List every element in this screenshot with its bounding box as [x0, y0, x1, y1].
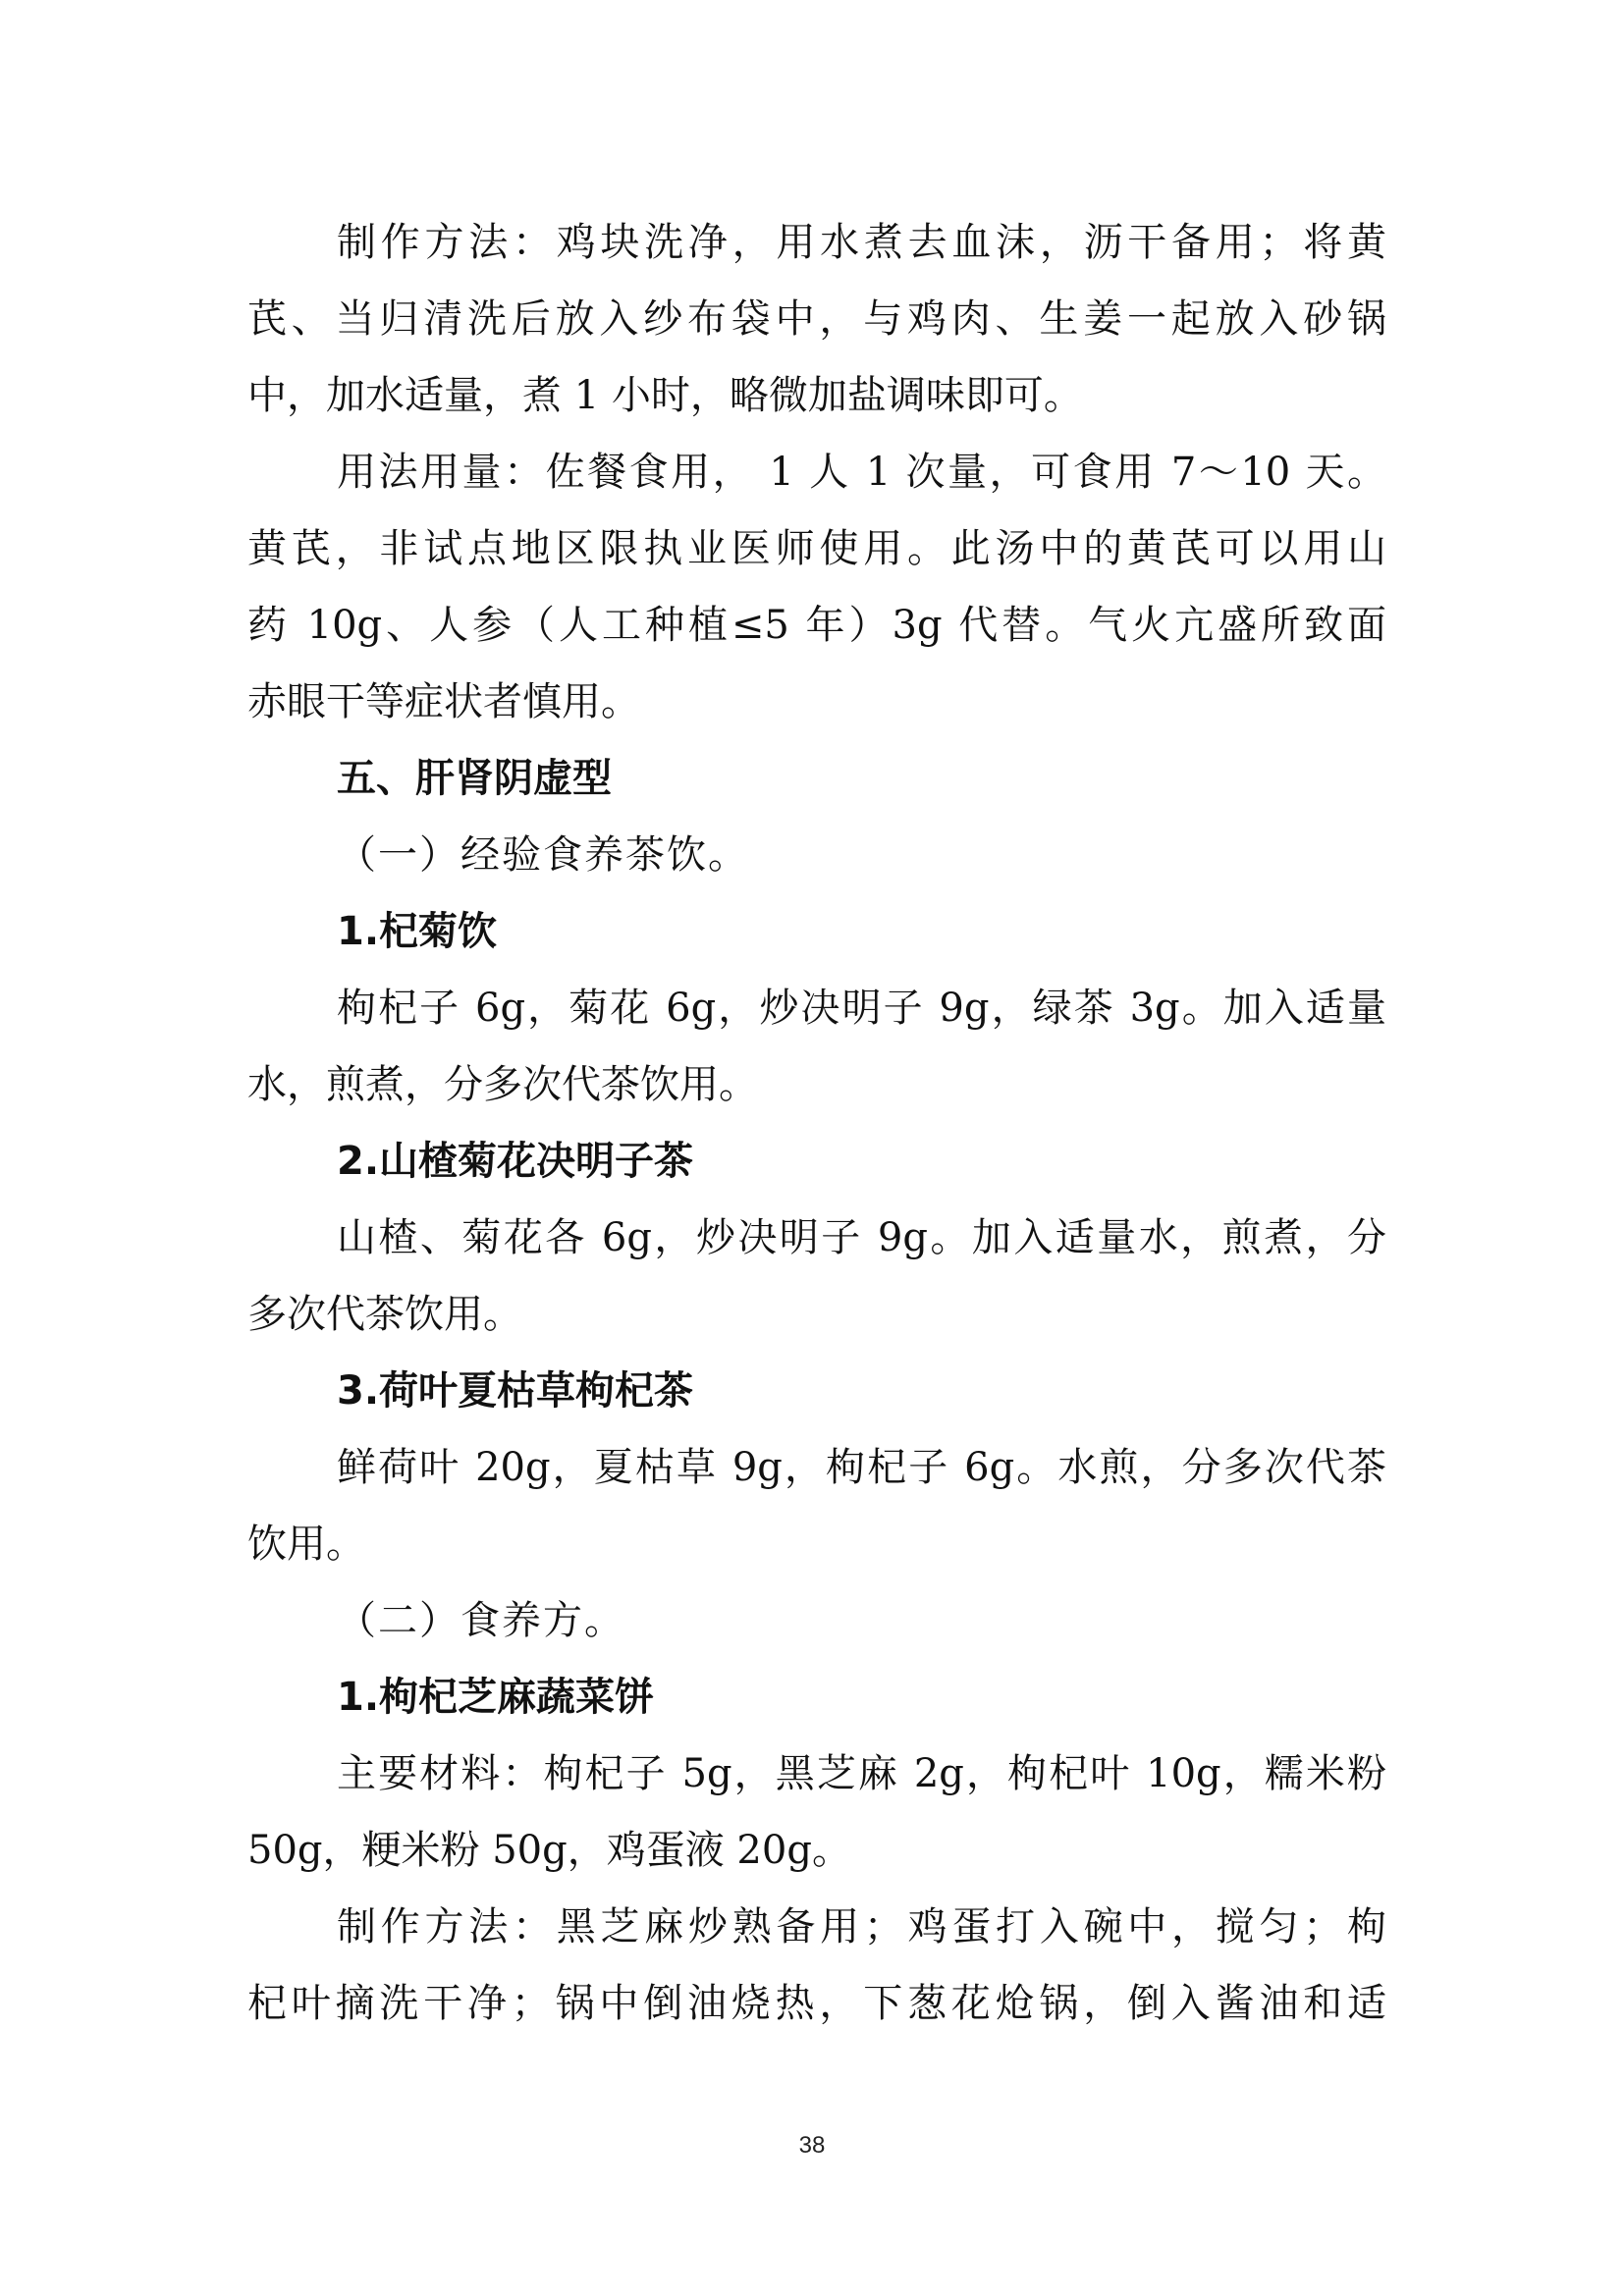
page-number: 38: [798, 2132, 826, 2159]
paragraph-line: 鲜荷叶 20g，夏枯草 9g，枸杞子 6g。水煎，分多次代茶: [337, 1445, 1386, 1490]
section-heading: 五、肝肾阴虚型: [337, 756, 612, 801]
paragraph-line: 杞叶摘洗干净；锅中倒油烧热，下葱花炝锅，倒入酱油和适: [247, 1981, 1386, 2026]
paragraph-line: 多次代茶饮用。: [247, 1292, 522, 1337]
paragraph-line: 制作方法：鸡块洗净，用水煮去血沫，沥干备用；将黄: [337, 220, 1386, 265]
paragraph-line: 枸杞子 6g，菊花 6g，炒决明子 9g，绿茶 3g。加入适量: [337, 986, 1386, 1031]
subsection-heading: （二）食养方。: [337, 1598, 625, 1643]
paragraph-line: 赤眼干等症状者慎用。: [247, 679, 640, 724]
paragraph-line: 山楂、菊花各 6g，炒决明子 9g。加入适量水，煎煮，分: [337, 1215, 1386, 1260]
paragraph-line: 制作方法：黑芝麻炒熟备用；鸡蛋打入碗中，搅匀；枸: [337, 1904, 1386, 1949]
paragraph-line: 芪、当归清洗后放入纱布袋中，与鸡肉、生姜一起放入砂锅: [247, 296, 1386, 342]
paragraph-line: 饮用。: [247, 1522, 365, 1567]
paragraph-line: 用法用量：佐餐食用， 1 人 1 次量，可食用 7～10 天。: [337, 450, 1386, 495]
recipe-heading: 1.枸杞芝麻蔬菜饼: [337, 1675, 655, 1720]
item-heading: 2.山楂菊花决明子茶: [337, 1139, 694, 1184]
paragraph-line: 药 10g、人参（人工种植≤5 年）3g 代替。气火亢盛所致面: [247, 603, 1386, 648]
item-heading: 3.荷叶夏枯草枸杞茶: [337, 1368, 694, 1414]
paragraph-line: 50g，粳米粉 50g，鸡蛋液 20g。: [247, 1828, 851, 1873]
subsection-heading: （一）经验食养茶饮。: [337, 832, 749, 878]
paragraph-line: 中，加水适量，煮 1 小时，略微加盐调味即可。: [247, 373, 1083, 418]
paragraph-line: 黄芪，非试点地区限执业医师使用。此汤中的黄芪可以用山: [247, 526, 1386, 571]
item-heading: 1.杞菊饮: [337, 909, 498, 954]
paragraph-line: 水，煎煮，分多次代茶饮用。: [247, 1062, 758, 1107]
paragraph-line: 主要材料：枸杞子 5g，黑芝麻 2g，枸杞叶 10g，糯米粉: [337, 1751, 1386, 1796]
